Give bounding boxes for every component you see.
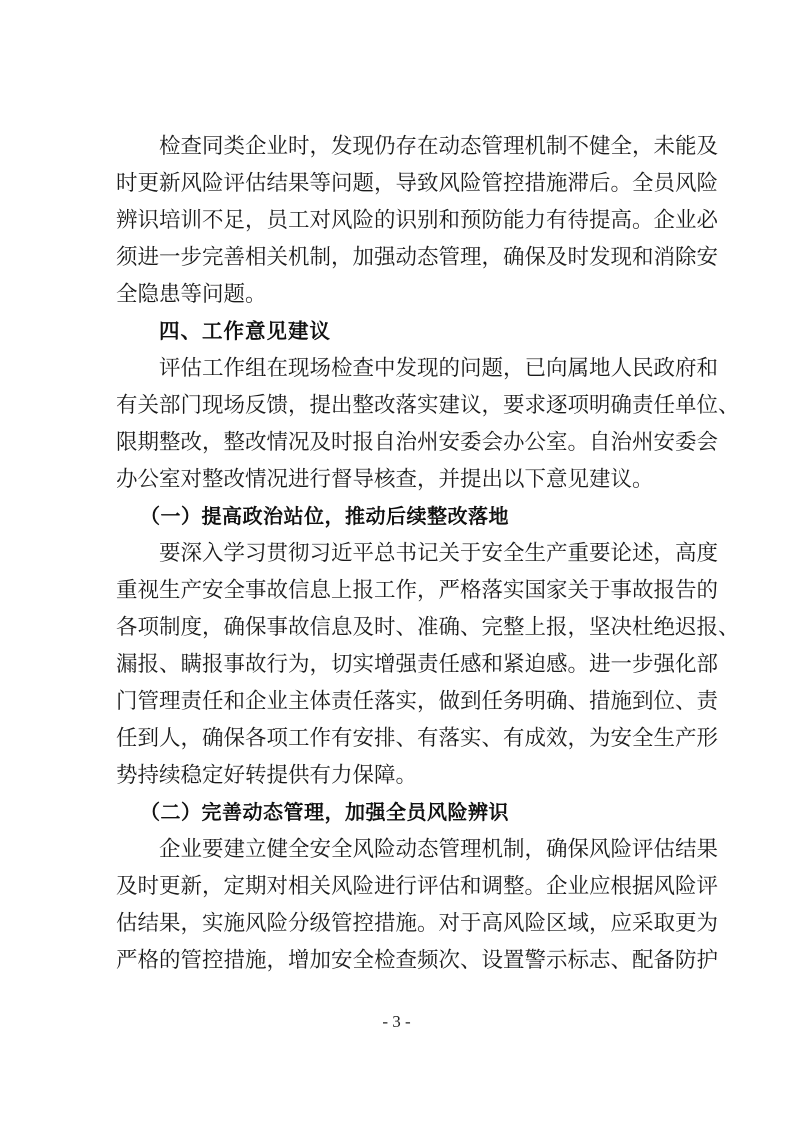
text-line: 时更新风险评估结果等问题，导致风险管控措施滞后。全员风险 xyxy=(116,171,719,196)
text-line: 要深入学习贯彻习近平总书记关于安全生产重要论述，高度 xyxy=(159,541,719,566)
text-line: 企业要建立健全安全风险动态管理机制，确保风险评估结果 xyxy=(159,837,719,862)
subsection-one-paragraph xyxy=(116,535,740,794)
document-body xyxy=(116,128,740,979)
text-line: 估结果，实施风险分级管控措施。对于高风险区域，应采取更为 xyxy=(116,911,719,936)
text-line: 限期整改，整改情况及时报自治州安委会办公室。自治州安委会 xyxy=(116,430,719,455)
text-line: 全隐患等问题。 xyxy=(116,282,267,307)
paragraph-continuation xyxy=(116,128,719,313)
subsection-heading-two: （二）完善动态管理，加强全员风险辨识 xyxy=(140,800,509,824)
section-heading-four: 四、工作意见建议 xyxy=(159,319,331,343)
text-line: 有关部门现场反馈，提出整改落实建议，要求逐项明确责任单位、 xyxy=(116,393,740,418)
text-line: 检查同类企业时，发现仍存在动态管理机制不健全，未能及 xyxy=(159,134,719,159)
text-line: 任到人，确保各项工作有安排、有落实、有成效，为安全生产形 xyxy=(116,726,719,751)
text-line: 势持续稳定好转提供有力保障。 xyxy=(116,763,418,788)
section-four-paragraph xyxy=(116,350,740,498)
text-line: 评估工作组在现场检查中发现的问题，已向属地人民政府和 xyxy=(159,356,719,381)
text-line: 辨识培训不足，员工对风险的识别和预防能力有待提高。企业必 xyxy=(116,208,719,233)
text-line: 严格的管控措施，增加安全检查频次、设置警示标志、配备防护 xyxy=(116,948,719,973)
text-line: 各项制度，确保事故信息及时、准确、完整上报，坚决杜绝迟报、 xyxy=(116,615,740,640)
text-line: 办公室对整改情况进行督导核查，并提出以下意见建议。 xyxy=(116,467,654,492)
text-line: 及时更新，定期对相关风险进行评估和调整。企业应根据风险评 xyxy=(116,874,719,899)
subsection-two-paragraph xyxy=(116,831,719,979)
subsection-heading-one: （一）提高政治站位，推动后续整改落地 xyxy=(140,504,509,528)
text-line: 漏报、瞒报事故行为，切实增强责任感和紧迫感。进一步强化部 xyxy=(116,652,719,677)
page-number: - 3 - xyxy=(382,1012,411,1031)
text-line: 重视生产安全事故信息上报工作，严格落实国家关于事故报告的 xyxy=(116,578,719,603)
text-line: 门管理责任和企业主体责任落实，做到任务明确、措施到位、责 xyxy=(116,689,719,714)
text-line: 须进一步完善相关机制，加强动态管理，确保及时发现和消除安 xyxy=(116,245,719,270)
